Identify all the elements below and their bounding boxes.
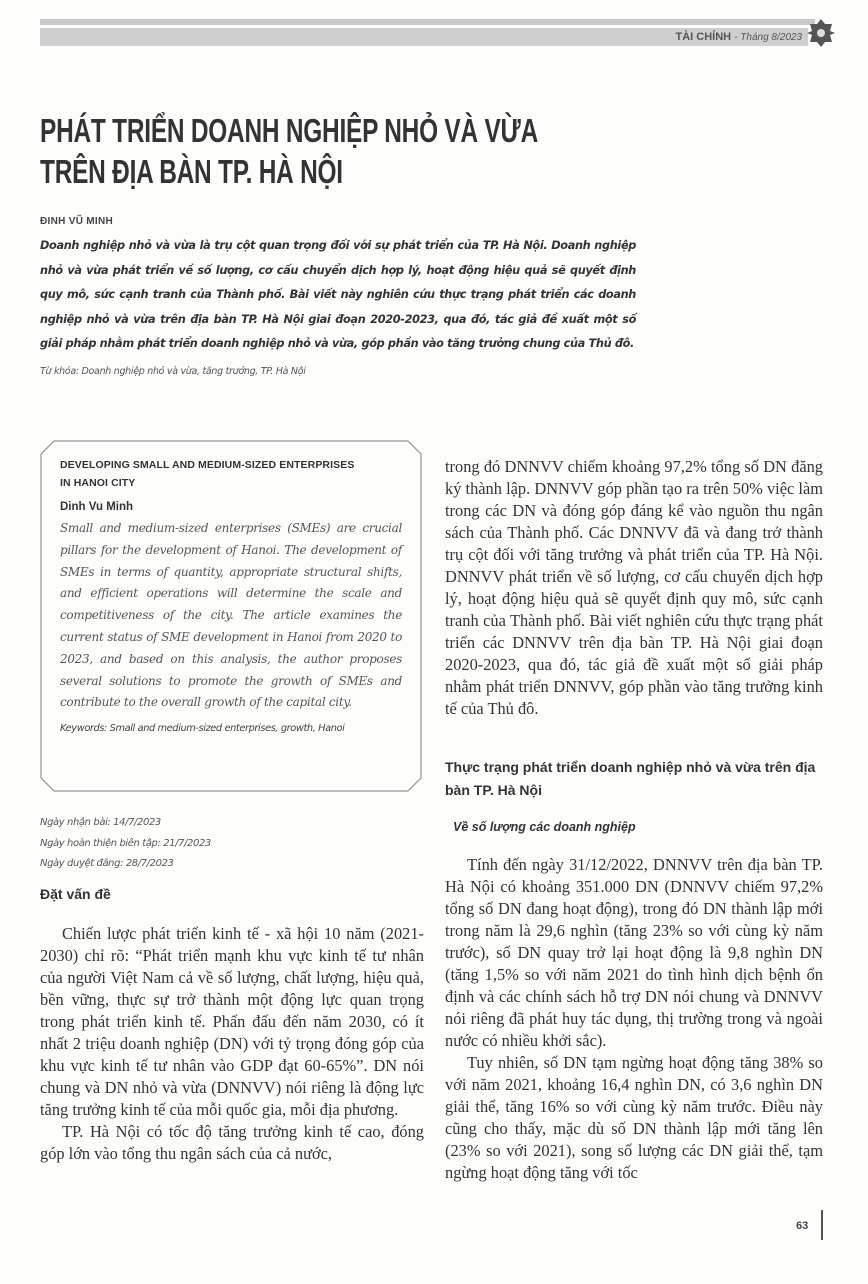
- title-line-2: TRÊN ĐỊA BÀN TP. HÀ NỘI: [40, 153, 343, 190]
- date-edited: Ngày hoàn thiện biên tập: 21/7/2023: [40, 837, 211, 849]
- english-abstract-box: [60, 456, 402, 734]
- date-received: Ngày nhận bài: 14/7/2023: [40, 817, 161, 828]
- gear-icon: [806, 18, 836, 48]
- subheading-quantity: Về số lượng các doanh nghiệp: [453, 820, 636, 834]
- english-title: [60, 456, 402, 492]
- author-name: ĐINH VŨ MINH: [40, 216, 114, 227]
- running-header: [676, 28, 803, 46]
- english-keywords: Keywords: Small and medium-sized enterprises, growth, Hanoi: [60, 723, 345, 735]
- issue-label: - Tháng 8/2023: [734, 32, 802, 43]
- english-title-line-2: IN HANOI CITY: [60, 477, 136, 489]
- paragraph: Tính đến ngày 31/12/2022, DNNVV trên địa bàn TP. Hà Nội có khoảng 351.000 DN (DNNVV chiếm 97,2% tổng số DN đang hoạt động), trong đó DN thành lập mới trong năm là 29,6 nghìn (tăng 23% so với cùng kỳ năm trước), số DN quay trở lại hoạt động là 9,8 nghìn DN (tăng 1,5% so với năm 2021 do tình hình dịch bệnh ổn định và các chính sách hỗ trợ DN nói chung và DNNVV nói riêng đã phát huy tác dụng, thị trường trong và ngoài nước có nhiều khởi sắc).: [445, 855, 823, 1050]
- right-column-body: [445, 854, 823, 1184]
- page-number: 63: [796, 1220, 809, 1232]
- section-heading-status: Thực trạng phát triển doanh nghiệp nhỏ và vừa trên địa bàn TP. Hà Nội: [445, 759, 816, 798]
- date-approved: Ngày duyệt đăng: 28/7/2023: [40, 858, 174, 869]
- article-title: [40, 110, 538, 192]
- keywords-vi: Từ khóa: Doanh nghiệp nhỏ và vừa, tăng trưởng, TP. Hà Nội: [40, 366, 306, 377]
- article-dates: [40, 813, 211, 875]
- english-title-line-1: DEVELOPING SMALL AND MEDIUM-SIZED ENTERPRISES: [60, 459, 355, 471]
- paragraph: Chiến lược phát triển kinh tế - xã hội 10 năm (2021-2030) chỉ rõ: “Phát triển mạnh khu vực kinh tế tư nhân của người Việt Nam cả về số lượng, chất lượng, hiệu quả, bền vững, thực sự trở thành một động lực quan trọng trong phát triển kinh tế. Phấn đấu đến năm 2030, có ít nhất 2 triệu doanh nghiệp (DN) với tỷ trọng đóng góp của khu vực kinh tế tư nhân vào GDP đạt 60-65%”. DN nói chung và DN nhỏ và vừa (DNNVV) nói riêng là động lực tăng trưởng kinh tế của mỗi quốc gia, mỗi địa phương.: [40, 924, 424, 1119]
- journal-name: TÀI CHÍNH: [675, 31, 732, 43]
- paragraph: TP. Hà Nội có tốc độ tăng trưởng kinh tế cao, đóng góp lớn vào tổng thu ngân sách của cả nước,: [40, 1122, 424, 1163]
- english-author: Dinh Vu Minh: [60, 501, 134, 513]
- title-line-1: PHÁT TRIỂN DOANH NGHIỆP NHỎ VÀ VỪA: [40, 112, 538, 149]
- header-rule-thin: [40, 19, 815, 25]
- lead-abstract: Doanh nghiệp nhỏ và vừa là trụ cột quan trọng đối với sự phát triển của TP. Hà Nội. Doanh nghiệp nhỏ và vừa phát triển về số lượng, cơ cấu chuyển dịch hợp lý, hoạt động hiệu quả sẽ quyết định quy mô, sức cạnh tranh của Thành phố. Bài viết này nghiên cứu thực trạng phát triển các doanh nghiệp nhỏ và vừa trên địa bàn TP. Hà Nội giai đoạn 2020-2023, qua đó, tác giả đề xuất một số giải pháp nhằm phát triển doanh nghiệp nhỏ và vừa, góp phần vào tăng trưởng chung của Thủ đô.: [40, 239, 636, 350]
- page-number-rule: [821, 1210, 823, 1240]
- english-abstract: Small and medium-sized enterprises (SMEs) are crucial pillars for the development of Hanoi. The development of SMEs in terms of quantity, appropriate structural shifts, and efficient operations will determine the scale and competitiveness of the city. The article examines the current status of SME development in Hanoi from 2020 to 2023, and based on this analysis, the author proposes several solutions to promote the growth of SMEs and contribute to the overall growth of the capital city.: [60, 521, 402, 710]
- paragraph: trong đó DNNVV chiếm khoảng 97,2% tổng số DN đăng ký thành lập. DNNVV góp phần tạo ra trên 50% việc làm trong các DN và đóng góp đáng kể vào nguồn thu ngân sách của Thành phố. Các DNNVV đã và đang trở thành trụ cột đối với tăng trưởng và phát triển của TP. Hà Nội. DNNVV phát triển về số lượng, cơ cấu chuyển dịch hợp lý, hoạt động hiệu quả sẽ quyết định quy mô, sức cạnh tranh của Thành phố. Bài viết nghiên cứu thực trạng phát triển các DNNVV trên địa bàn TP. Hà Nội giai đoạn 2020-2023, qua đó, tác giả đề xuất một số giải pháp nhằm phát triển DNNVV, góp phần vào tăng trưởng kinh tế của Thủ đô.: [445, 457, 823, 718]
- paragraph: Tuy nhiên, số DN tạm ngừng hoạt động tăng 38% so với năm 2021, khoảng 16,4 nghìn DN, có 3,6 nghìn DN giải thể, tăng 16% so với cùng kỳ năm trước. Điều này cũng cho thấy, mặc dù số DN thành lập mới tăng lên (23% so với 2021), song số lượng các DN giải thể, tạm ngừng hoạt động tăng với tốc: [445, 1053, 823, 1182]
- section-heading-intro: Đặt vấn đề: [40, 886, 111, 902]
- left-column-body: [40, 923, 424, 1165]
- right-column-continuation: [445, 456, 823, 720]
